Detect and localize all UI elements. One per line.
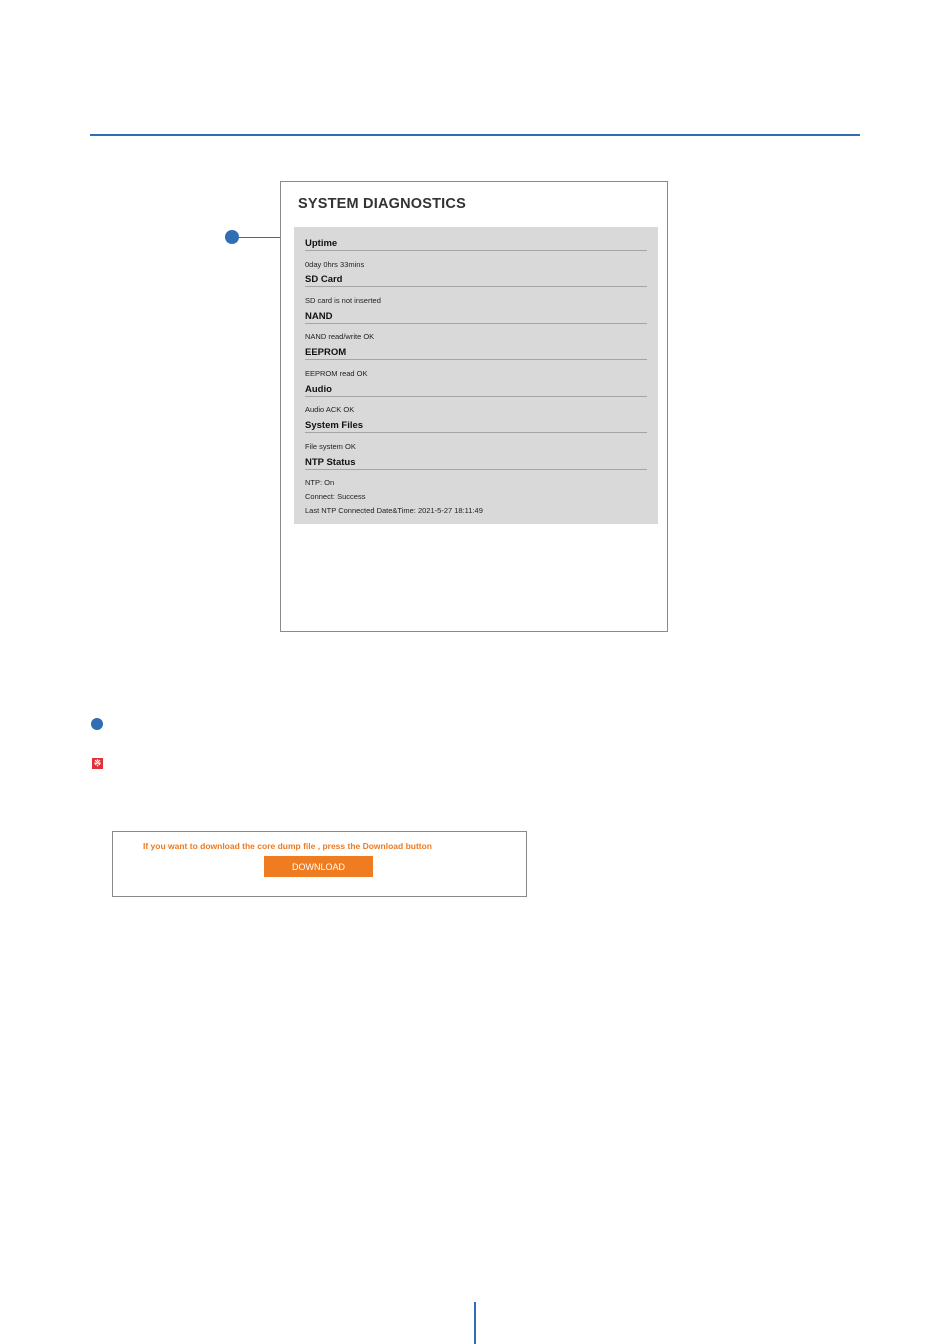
section-heading-audio: Audio xyxy=(305,384,647,397)
download-button[interactable]: DOWNLOAD xyxy=(264,856,373,877)
section-value-eeprom: EEPROM read OK xyxy=(305,369,368,378)
ntp-mode-value: NTP: On xyxy=(305,478,335,487)
panel-title: SYSTEM DIAGNOSTICS xyxy=(298,196,466,212)
section-heading-eeprom: EEPROM xyxy=(305,347,647,360)
section-heading-nand: NAND xyxy=(305,311,647,324)
section-value-nand: NAND read/write OK xyxy=(305,332,375,341)
page-footer-rule xyxy=(474,1302,476,1344)
section-heading-sd-card: SD Card xyxy=(305,274,647,287)
diagnostics-list xyxy=(294,227,658,524)
note-reference-icon: ※ xyxy=(93,758,102,768)
section-heading-system-files: System Files xyxy=(305,420,647,433)
ntp-last-connected-value: Last NTP Connected Date&Time: 2021-5-27 18:11:49 xyxy=(305,506,483,515)
section-value-system-files: File system OK xyxy=(305,442,356,451)
section-value-sd-card: SD card is not inserted xyxy=(305,296,381,305)
core-dump-message: If you want to download the core dump file , press the Download button xyxy=(143,841,432,851)
section-heading-ntp-status: NTP Status xyxy=(305,457,647,470)
system-diagnostics-panel xyxy=(280,181,668,632)
callout-marker-icon xyxy=(225,230,239,244)
core-dump-panel xyxy=(112,831,527,897)
legend-callout-icon xyxy=(91,718,103,730)
header-rule xyxy=(90,134,860,136)
section-heading-uptime: Uptime xyxy=(305,238,647,251)
ntp-connect-value: Connect: Success xyxy=(305,492,366,501)
section-value-audio: Audio ACK OK xyxy=(305,405,355,414)
section-value-uptime: 0day 0hrs 33mins xyxy=(305,260,365,269)
